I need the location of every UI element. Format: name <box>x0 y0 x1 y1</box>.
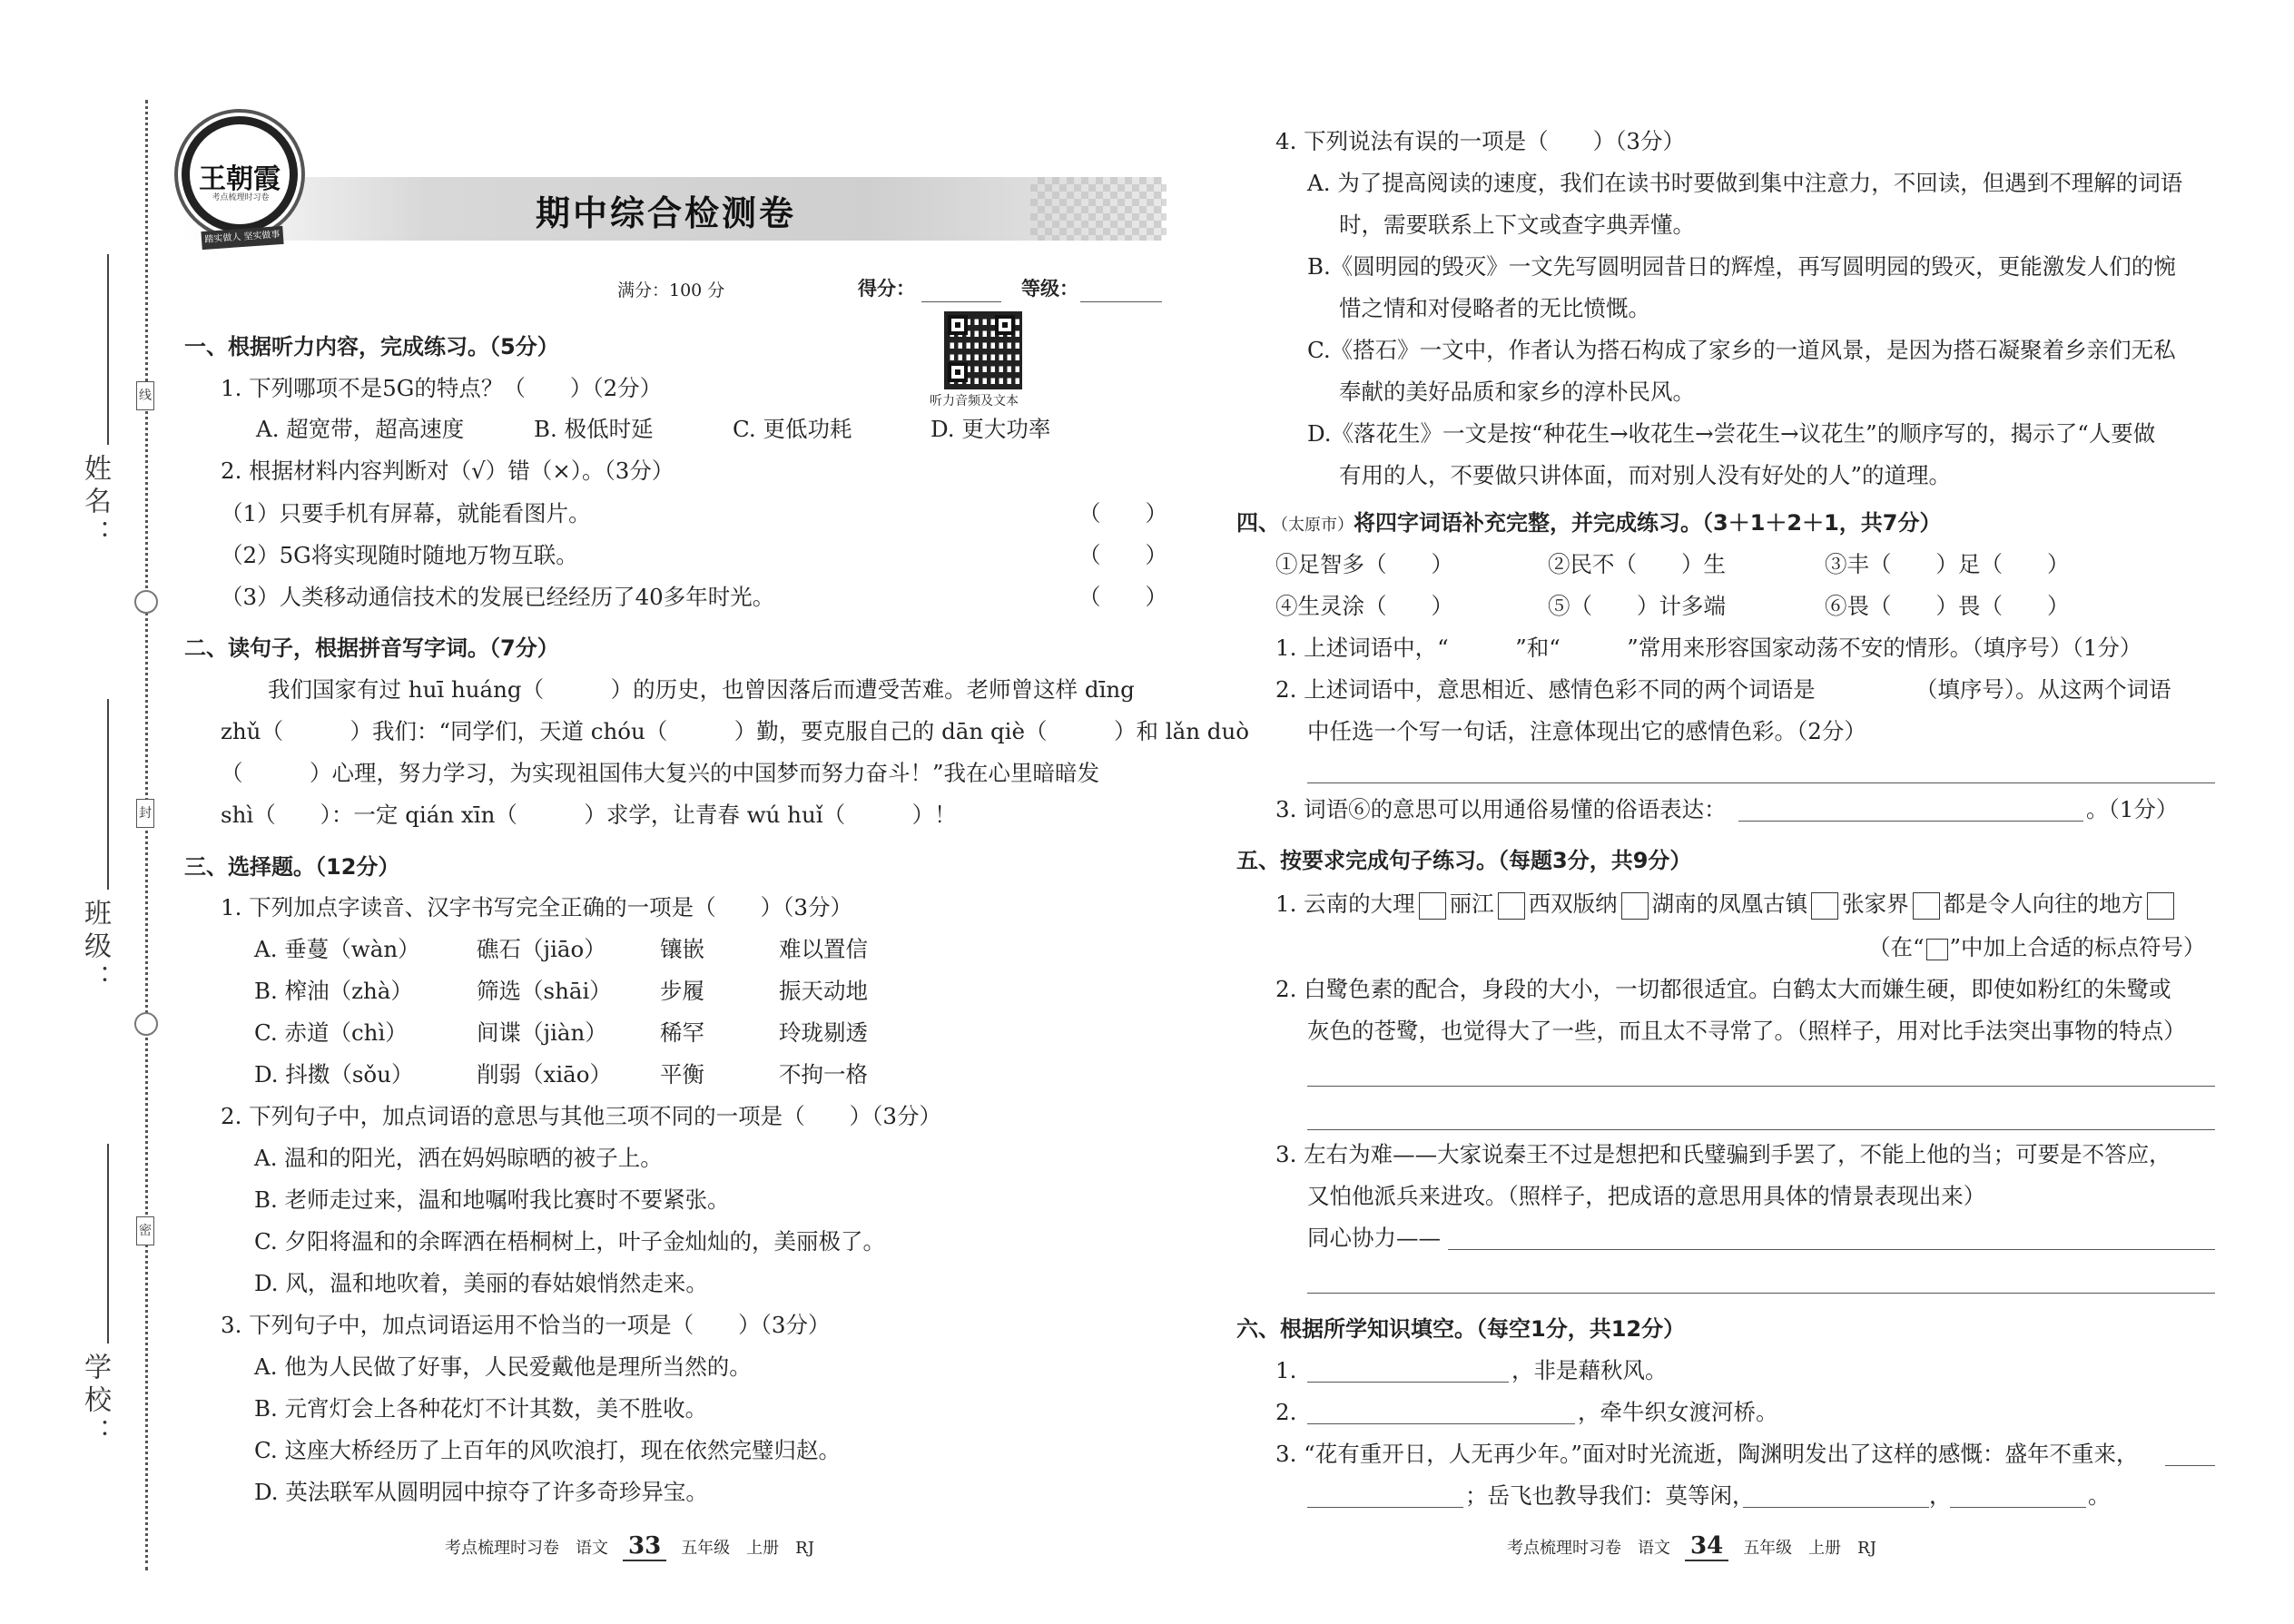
s6-q3-blank-1[interactable] <box>2165 1465 2215 1466</box>
footer-left-grade: 五年级 上册 RJ <box>681 1539 814 1558</box>
s3-q1-a-4: 难以置信 <box>779 936 868 962</box>
s4-word-5[interactable]: ⑤（ ）计多端 <box>1548 593 1726 619</box>
s4-q2-line-2: 中任选一个写一句话，注意体现出它的感情色彩。（2分） <box>1307 718 1866 744</box>
s3-q1-c-1[interactable]: C. 赤道（chì） <box>254 1019 408 1046</box>
s3-q1-d-1[interactable]: D. 抖擞（sǒu） <box>254 1061 414 1088</box>
s3-q3-option-d[interactable]: D. 英法联军从圆明园中掠夺了许多奇珍异宝。 <box>254 1479 708 1505</box>
section-4-heading <box>1236 508 1942 540</box>
grade-label: 等级： <box>1021 278 1078 300</box>
s2-line-2[interactable]: zhǔ（ ）我们：“同学们，天道 chóu（ ）勤，要克服自己的 dān qiè（ ）和 lǎn duò <box>221 718 1249 744</box>
s3-q1-b-2: 筛选（shāi） <box>477 978 612 1004</box>
s5-q1-part-6: 都是令人向往的地方 <box>1943 891 2144 917</box>
logo-ribbon: 踏实做人 坚实做事 <box>201 226 283 250</box>
s3-q1-a-2: 礁石（jiāo） <box>477 936 606 962</box>
s3-q4-option-d-1[interactable]: D.《落花生》一文是按“种花生→收花生→尝花生→议花生”的顺序写的，揭示了“人要做 <box>1307 420 2156 447</box>
s5-q1-note-start: （在“ <box>1868 934 1925 960</box>
school-write-line[interactable] <box>107 1144 109 1343</box>
s4-q3-prompt: 3. 词语⑥的意思可以用通俗易懂的俗语表达： <box>1275 796 1727 822</box>
section-3-heading: 三、选择题。（12分） <box>184 854 400 880</box>
punctuation-box[interactable] <box>1621 892 1649 920</box>
s1-q1-option-b[interactable]: B. 极低时延 <box>534 416 654 442</box>
s4-q3-score: 。（1分） <box>2086 796 2179 822</box>
qr-caption: 听力音频及文本 <box>930 394 1019 408</box>
footer-right-grade: 五年级 上册 RJ <box>1743 1539 1876 1558</box>
s1-q2-answer-3[interactable]: （ ） <box>1078 584 1167 610</box>
grade-field[interactable] <box>1080 301 1162 302</box>
s6-q2-number: 2. <box>1275 1399 1297 1425</box>
name-label: 姓名： <box>79 454 111 552</box>
s5-q1-part-3: 西双版纳 <box>1528 891 1618 917</box>
s5-q1 <box>1275 890 2178 920</box>
s3-q4-option-b-1[interactable]: B.《圆明园的毁灭》一文先写圆明园昔日的辉煌，再写圆明园的毁灭，更能激发人们的惋 <box>1307 253 2176 280</box>
s6-q1-blank[interactable] <box>1307 1382 1509 1383</box>
s4-q3-answer-line[interactable] <box>1738 821 2083 822</box>
s5-q2-answer-line-1[interactable] <box>1307 1086 2215 1087</box>
s6-q2-text: ，牵牛织女渡河桥。 <box>1578 1399 1778 1425</box>
footer-left <box>445 1532 814 1561</box>
punctuation-box[interactable] <box>1811 892 1838 920</box>
punctuation-box[interactable] <box>1498 892 1525 920</box>
s5-q3-line-2: 又怕他派兵来进攻。（照样子，把成语的意思用具体的情景表现出来） <box>1307 1183 1986 1209</box>
s3-q4-option-c-1[interactable]: C.《搭石》一文中，作者认为搭石构成了家乡的一道风景，是因为搭石凝聚着乡亲们无私 <box>1307 337 2176 363</box>
s1-q1: 1. 下列哪项不是5G的特点？（ ）（2分） <box>221 375 663 401</box>
section-4-title: 将四字词语补充完整，并完成练习。（3＋1＋2＋1，共7分） <box>1354 510 1942 536</box>
s1-q1-option-c[interactable]: C. 更低功耗 <box>733 416 852 442</box>
s1-q2-item-1: （1）只要手机有屏幕，就能看图片。 <box>221 500 591 527</box>
s3-q4-option-c-2: 奉献的美好品质和家乡的淳朴民风。 <box>1339 379 1695 405</box>
footer-left-series: 考点梳理时习卷 语文 <box>445 1539 608 1558</box>
qr-eye <box>995 315 1015 335</box>
s3-q1-a-1[interactable]: A. 垂蔓（wàn） <box>254 936 420 962</box>
qr-eye <box>948 362 968 382</box>
qr-eye <box>948 315 968 335</box>
binding-ornament <box>134 1012 158 1036</box>
title-checker-pattern <box>1030 177 1167 241</box>
s3-q4-option-b-2: 惜之情和对侵略者的无比愤慨。 <box>1339 295 1650 321</box>
section-6-heading: 六、根据所学知识填空。（每空1分，共12分） <box>1236 1316 1686 1342</box>
s3-q1-d-3: 平衡 <box>660 1061 704 1088</box>
page-title: 期中综合检测卷 <box>536 193 797 233</box>
footer-right <box>1507 1532 1876 1561</box>
section-4-number: 四、 <box>1236 510 1280 536</box>
s6-q3-blank-3[interactable] <box>1743 1507 1929 1508</box>
punctuation-box[interactable] <box>2147 892 2174 920</box>
s6-q3-line-1: 3. “花有重开日，人无再少年。”面对时光流逝，陶渊明发出了这样的感慨：盛年不重来， <box>1275 1441 2139 1467</box>
punctuation-box[interactable] <box>1913 892 1940 920</box>
s5-q1-part-5: 张家界 <box>1842 891 1909 917</box>
s3-q3: 3. 下列句子中，加点词语运用不恰当的一项是（ ）（3分） <box>221 1312 831 1338</box>
class-write-line[interactable] <box>107 699 109 890</box>
s5-q3-answer-line-2[interactable] <box>1307 1293 2215 1294</box>
footer-right-page-number: 34 <box>1685 1532 1728 1561</box>
s5-q2-answer-line-2[interactable] <box>1307 1129 2215 1130</box>
score-field[interactable] <box>921 301 1001 302</box>
s5-q1-note-end: ”中加上合适的标点符号） <box>1949 934 2206 960</box>
footer-left-page-number: 33 <box>623 1532 666 1561</box>
s6-q3-text: ；岳飞也教导我们：莫等闲， <box>1465 1482 1755 1509</box>
class-label: 班级： <box>79 899 111 997</box>
s6-q3-blank-4[interactable] <box>1950 1507 2086 1508</box>
s5-q2-line-2: 灰色的苍鹭，也觉得大了一些，而且太不寻常了。（照样子，用对比手法突出事物的特点） <box>1307 1018 2186 1044</box>
s2-line-4[interactable]: shì（ ）：一定 qián xīn（ ）求学，让青春 wú huǐ（ ）！ <box>221 802 957 828</box>
s5-q1-part-2: 丽江 <box>1449 891 1494 917</box>
s1-q2-item-2: （2）5G将实现随时随地万物互联。 <box>221 542 578 568</box>
seal-mark-mi: 密 <box>136 1216 154 1245</box>
s4-word-2[interactable]: ②民不（ ）生 <box>1548 551 1726 577</box>
s3-q1-c-3: 稀罕 <box>660 1019 704 1046</box>
section-1-heading: 一、根据听力内容，完成练习。（5分） <box>184 334 559 359</box>
seal-mark-feng: 封 <box>136 799 154 828</box>
s2-line-3[interactable]: （ ）心理，努力学习，为实现祖国伟大复兴的中国梦而努力奋斗！”我在心里暗暗发 <box>221 760 1100 786</box>
s4-q2-answer-line[interactable] <box>1307 782 2215 783</box>
s6-q2-blank[interactable] <box>1307 1423 1575 1424</box>
s3-q3-option-a[interactable]: A. 他为人民做了好事，人民爱戴他是理所当然的。 <box>254 1353 752 1380</box>
s5-q3-answer-line-1[interactable] <box>1448 1249 2215 1250</box>
logo-text: 王朝霞 <box>199 163 281 195</box>
s5-q1-part-4: 湖南的凤凰古镇 <box>1651 891 1808 917</box>
s5-q3-line-3: 同心协力—— <box>1307 1225 1441 1251</box>
section-4-region: （太原市） <box>1280 516 1354 535</box>
s3-q1-c-2: 间谍（jiàn） <box>477 1019 607 1046</box>
binding-ornament <box>134 590 158 614</box>
s1-q2-answer-2[interactable]: （ ） <box>1078 542 1167 568</box>
s3-q1-b-4: 振天动地 <box>779 978 868 1004</box>
s3-q1-b-3: 步履 <box>660 978 704 1004</box>
s4-word-1[interactable]: ①足智多（ ） <box>1275 551 1453 577</box>
s1-q2-item-3: （3）人类移动通信技术的发展已经经历了40多年时光。 <box>221 584 775 610</box>
s3-q1: 1. 下列加点字读音、汉字书写完全正确的一项是（ ）（3分） <box>221 894 852 920</box>
s3-q3-option-b[interactable]: B. 元宵灯会上各种花灯不计其数，美不胜收。 <box>254 1395 708 1422</box>
name-write-line[interactable] <box>107 254 109 445</box>
s3-q1-d-2: 削弱（xiāo） <box>477 1061 613 1088</box>
full-score: 满分：100 分 <box>617 281 725 300</box>
s3-q2-option-b[interactable]: B. 老师走过来，温和地嘱咐我比赛时不要紧张。 <box>254 1186 730 1213</box>
s1-q1-option-d[interactable]: D. 更大功率 <box>930 416 1051 442</box>
s4-q2-line-1[interactable]: 2. 上述词语中，意思相近、感情色彩不同的两个词语是 （填序号）。从这两个词语 <box>1275 676 2171 703</box>
s1-q2-answer-1[interactable]: （ ） <box>1078 500 1167 527</box>
s5-q1-part-1: 1. 云南的大理 <box>1275 891 1415 917</box>
school-label: 学校： <box>79 1353 111 1451</box>
s3-q4-option-a-1[interactable]: A. 为了提高阅读的速度，我们在读书时要做到集中注意力，不回读，但遇到不理解的词语 <box>1307 170 2183 196</box>
s4-word-4[interactable]: ④生灵涂（ ） <box>1275 593 1453 619</box>
score-label: 得分： <box>858 278 915 300</box>
s6-q3-period: 。 <box>2088 1482 2111 1509</box>
s1-q2: 2. 根据材料内容判断对（√）错（×）。（3分） <box>221 458 674 484</box>
s3-q1-c-4: 玲珑剔透 <box>779 1019 868 1046</box>
punctuation-box[interactable] <box>1419 892 1446 920</box>
s2-line-1[interactable]: 我们国家有过 huī huáng（ ）的历史，也曾因落后而遭受苦难。老师曾这样 dīng <box>268 676 1135 703</box>
s6-q1-number: 1. <box>1275 1357 1297 1383</box>
s4-q1[interactable]: 1. 上述词语中，“ ”和“ ”常用来形容国家动荡不安的情形。（填序号）（1分） <box>1275 635 2142 661</box>
seal-mark-xian: 线 <box>136 381 154 410</box>
s6-q3-blank-2[interactable] <box>1307 1507 1463 1508</box>
punctuation-box-sample <box>1926 939 1948 960</box>
s3-q2: 2. 下列句子中，加点词语的意思与其他三项不同的一项是（ ）（3分） <box>221 1103 941 1129</box>
footer-right-series: 考点梳理时习卷 语文 <box>1507 1539 1670 1558</box>
s5-q1-note <box>1868 933 2206 962</box>
s3-q2-option-a[interactable]: A. 温和的阳光，洒在妈妈晾晒的被子上。 <box>254 1145 663 1171</box>
s3-q3-option-c[interactable]: C. 这座大桥经历了上百年的风吹浪打，现在依然完璧归赵。 <box>254 1437 841 1463</box>
s3-q1-a-3: 镶嵌 <box>660 936 704 962</box>
s3-q1-b-1[interactable]: B. 榨油（zhà） <box>254 978 413 1004</box>
section-5-heading: 五、按要求完成句子练习。（每题3分，共9分） <box>1236 848 1692 873</box>
s3-q4: 4. 下列说法有误的一项是（ ）（3分） <box>1275 128 1685 154</box>
binding-dotted-line <box>145 100 148 1570</box>
s3-q4-option-a-2: 时，需要联系上下文或查字典弄懂。 <box>1339 212 1695 238</box>
s6-q3-comma: ， <box>1929 1482 1952 1509</box>
s3-q4-option-d-2: 有用的人，不要做只讲体面，而对别人没有好处的人”的道理。 <box>1339 462 1952 488</box>
s5-q3-line-1: 3. 左右为难——大家说秦王不过是想把和氏璧骗到手罢了，不能上他的当；可要是不答应， <box>1275 1141 2171 1167</box>
s3-q1-d-4: 不拘一格 <box>779 1061 868 1088</box>
s3-q2-option-d[interactable]: D. 风，温和地吹着，美丽的春姑娘悄然走来。 <box>254 1270 708 1296</box>
s5-q2-line-1: 2. 白鹭色素的配合，身段的大小，一切都很适宜。白鹤太大而嫌生硬，即使如粉红的朱鹭或 <box>1275 976 2171 1002</box>
s4-word-3[interactable]: ③丰（ ）足（ ） <box>1825 551 2070 577</box>
s6-q1-text: ，非是藉秋风。 <box>1511 1357 1668 1383</box>
logo-subtitle: 考点梳理时习卷 <box>212 193 270 202</box>
s4-word-6[interactable]: ⑥畏（ ）畏（ ） <box>1825 593 2070 619</box>
s1-q1-option-a[interactable]: A. 超宽带，超高速度 <box>256 416 465 442</box>
section-2-heading: 二、读句子，根据拼音写字词。（7分） <box>184 635 559 661</box>
s3-q2-option-c[interactable]: C. 夕阳将温和的余晖洒在梧桐树上，叶子金灿灿的，美丽极了。 <box>254 1228 885 1255</box>
